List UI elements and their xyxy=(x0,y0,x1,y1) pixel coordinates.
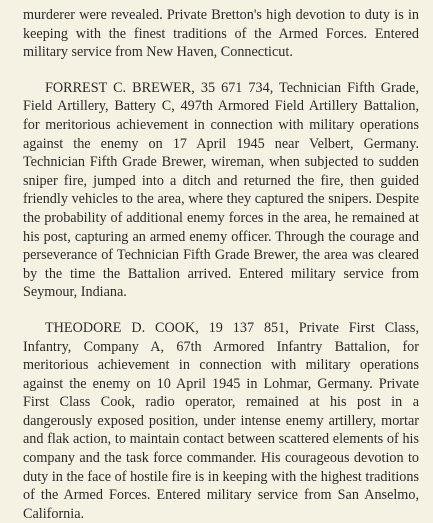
paragraph-bretton-continuation: murderer were revealed. Private Bretton's high devotion to duty is in keeping with the finest traditions of the Armed Forces. Entered military service from New Haven, Connecticut. xyxy=(23,7,419,61)
paragraph-cook-citation: THEODORE D. COOK, 19 137 851, Private First Class, Infantry, Company A, 67th Armored Infantry Battalion, for meritorious achievement in connection with military operations against the enemy on 10 April 1945 in Lohmar, Germany. Private First Class Cook, radio operator, remained at his post in a dangerously exposed position, under intense enemy artillery, mortar and flak action, to maintain contact between scattered elements of his company and the task force commander. His courageous devotion to duty in the face of hostile fire is in keeping with the highest traditions of the Armed Forces. Entered military service from San Anselmo, California. xyxy=(23,319,419,522)
paragraph-brewer-citation: FORREST C. BREWER, 35 671 734, Technician Fifth Grade, Field Artillery, Battery C, 497th Armored Field Artillery Battalion, for meritorious achievement in connection with military operations against the enemy on 17 April 1945 near Velbert, Germany. Technician Fifth Grade Brewer, wireman, when subjected to sudden sniper fire, jumped into a ditch and returned the fire, then guided friendly vehicles to the area, where they captured the snipers. Despite the probability of additional enemy forces in the area, he remained at his post, capturing an armed enemy officer. Through the courage and perseverance of Technician Fifth Grade Brewer, the area was cleared by the time the Battalion arrived. Entered military service from Seymour, Indiana. xyxy=(23,79,419,301)
